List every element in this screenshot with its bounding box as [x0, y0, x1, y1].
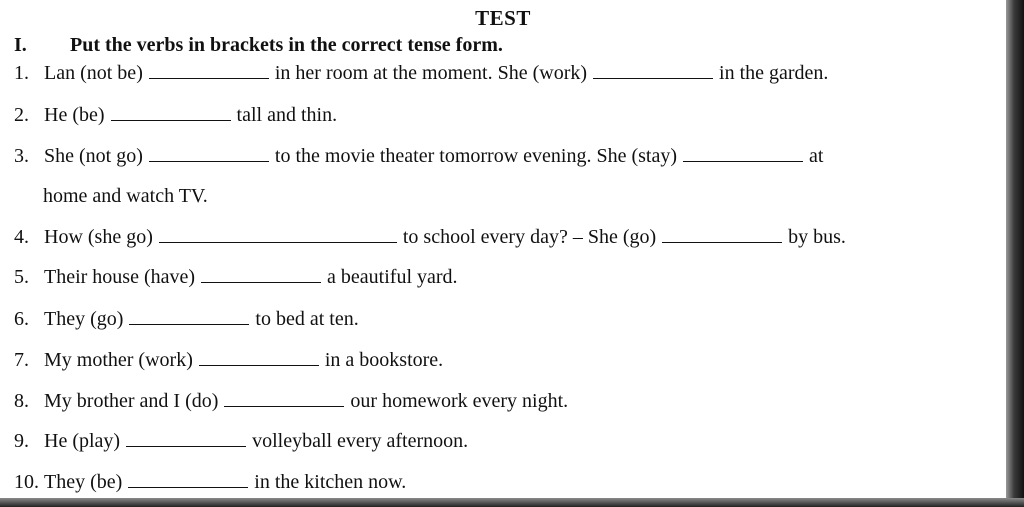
bottom-frame-border — [0, 498, 1024, 507]
item-text: They (go) — [44, 308, 124, 330]
exercise-item-7 — [14, 349, 443, 372]
answer-blank[interactable] — [224, 406, 344, 407]
answer-blank[interactable] — [683, 161, 803, 162]
item-text: by bus. — [788, 226, 846, 248]
item-text: Their house (have) — [44, 266, 196, 288]
exercise-item-2 — [14, 104, 337, 127]
answer-blank[interactable] — [149, 78, 269, 79]
exercise-item-3 — [14, 145, 823, 168]
exercise-item-8 — [14, 390, 568, 413]
answer-blank[interactable] — [128, 487, 248, 488]
item-text: volleyball every afternoon. — [252, 430, 469, 452]
item-text: My mother (work) — [44, 349, 193, 371]
section-number: I. — [14, 34, 27, 56]
item-text: in a bookstore. — [324, 349, 444, 371]
item-number: 8. — [14, 390, 29, 412]
answer-blank[interactable] — [662, 242, 782, 243]
right-frame-border — [1006, 0, 1024, 507]
item-text: My brother and I (do) — [44, 390, 219, 412]
item-text: in the kitchen now. — [254, 471, 407, 493]
item-3-continuation: home and watch TV. — [43, 185, 208, 207]
item-number: 2. — [14, 104, 29, 126]
exercise-item-6 — [14, 308, 359, 331]
exercise-item-5 — [14, 266, 458, 289]
item-text: to bed at ten. — [255, 308, 359, 330]
item-text: He (play) — [44, 430, 121, 452]
item-text: tall and thin. — [236, 104, 338, 126]
item-text: to the movie theater tomorrow evening. She (stay) — [274, 145, 677, 167]
exercise-item-9 — [14, 430, 468, 453]
item-text: in the garden. — [719, 62, 829, 84]
item-text: How (she go) — [44, 226, 153, 248]
item-text: our homework every night. — [350, 390, 569, 412]
item-text: He (be) — [44, 104, 105, 126]
exercise-item-1 — [14, 62, 828, 85]
answer-blank[interactable] — [149, 161, 269, 162]
answer-blank[interactable] — [129, 324, 249, 325]
exercise-item-10 — [14, 471, 406, 494]
answer-blank[interactable] — [593, 78, 713, 79]
item-text: in her room at the moment. She (work) — [274, 62, 588, 84]
item-number: 9. — [14, 430, 29, 452]
item-text: They (be) — [44, 471, 123, 493]
item-text: a beautiful yard. — [327, 266, 458, 288]
exercise-item-4 — [14, 226, 846, 249]
item-text: Lan (not be) — [44, 62, 143, 84]
item-text: to school every day? – She (go) — [402, 226, 657, 248]
item-number: 4. — [14, 226, 29, 248]
answer-blank[interactable] — [111, 120, 231, 121]
item-number: 1. — [14, 62, 29, 84]
test-title: TEST — [475, 6, 531, 30]
item-number: 3. — [14, 145, 29, 167]
item-text: at — [809, 145, 824, 167]
item-number: 5. — [14, 266, 29, 288]
answer-blank[interactable] — [159, 242, 397, 243]
answer-blank[interactable] — [199, 365, 319, 366]
section-heading — [14, 34, 503, 57]
answer-blank[interactable] — [126, 446, 246, 447]
item-number: 7. — [14, 349, 29, 371]
item-text: She (not go) — [44, 145, 143, 167]
item-number: 10. — [14, 471, 39, 493]
item-number: 6. — [14, 308, 29, 330]
section-instruction: Put the verbs in brackets in the correct tense form. — [70, 34, 503, 56]
answer-blank[interactable] — [201, 282, 321, 283]
